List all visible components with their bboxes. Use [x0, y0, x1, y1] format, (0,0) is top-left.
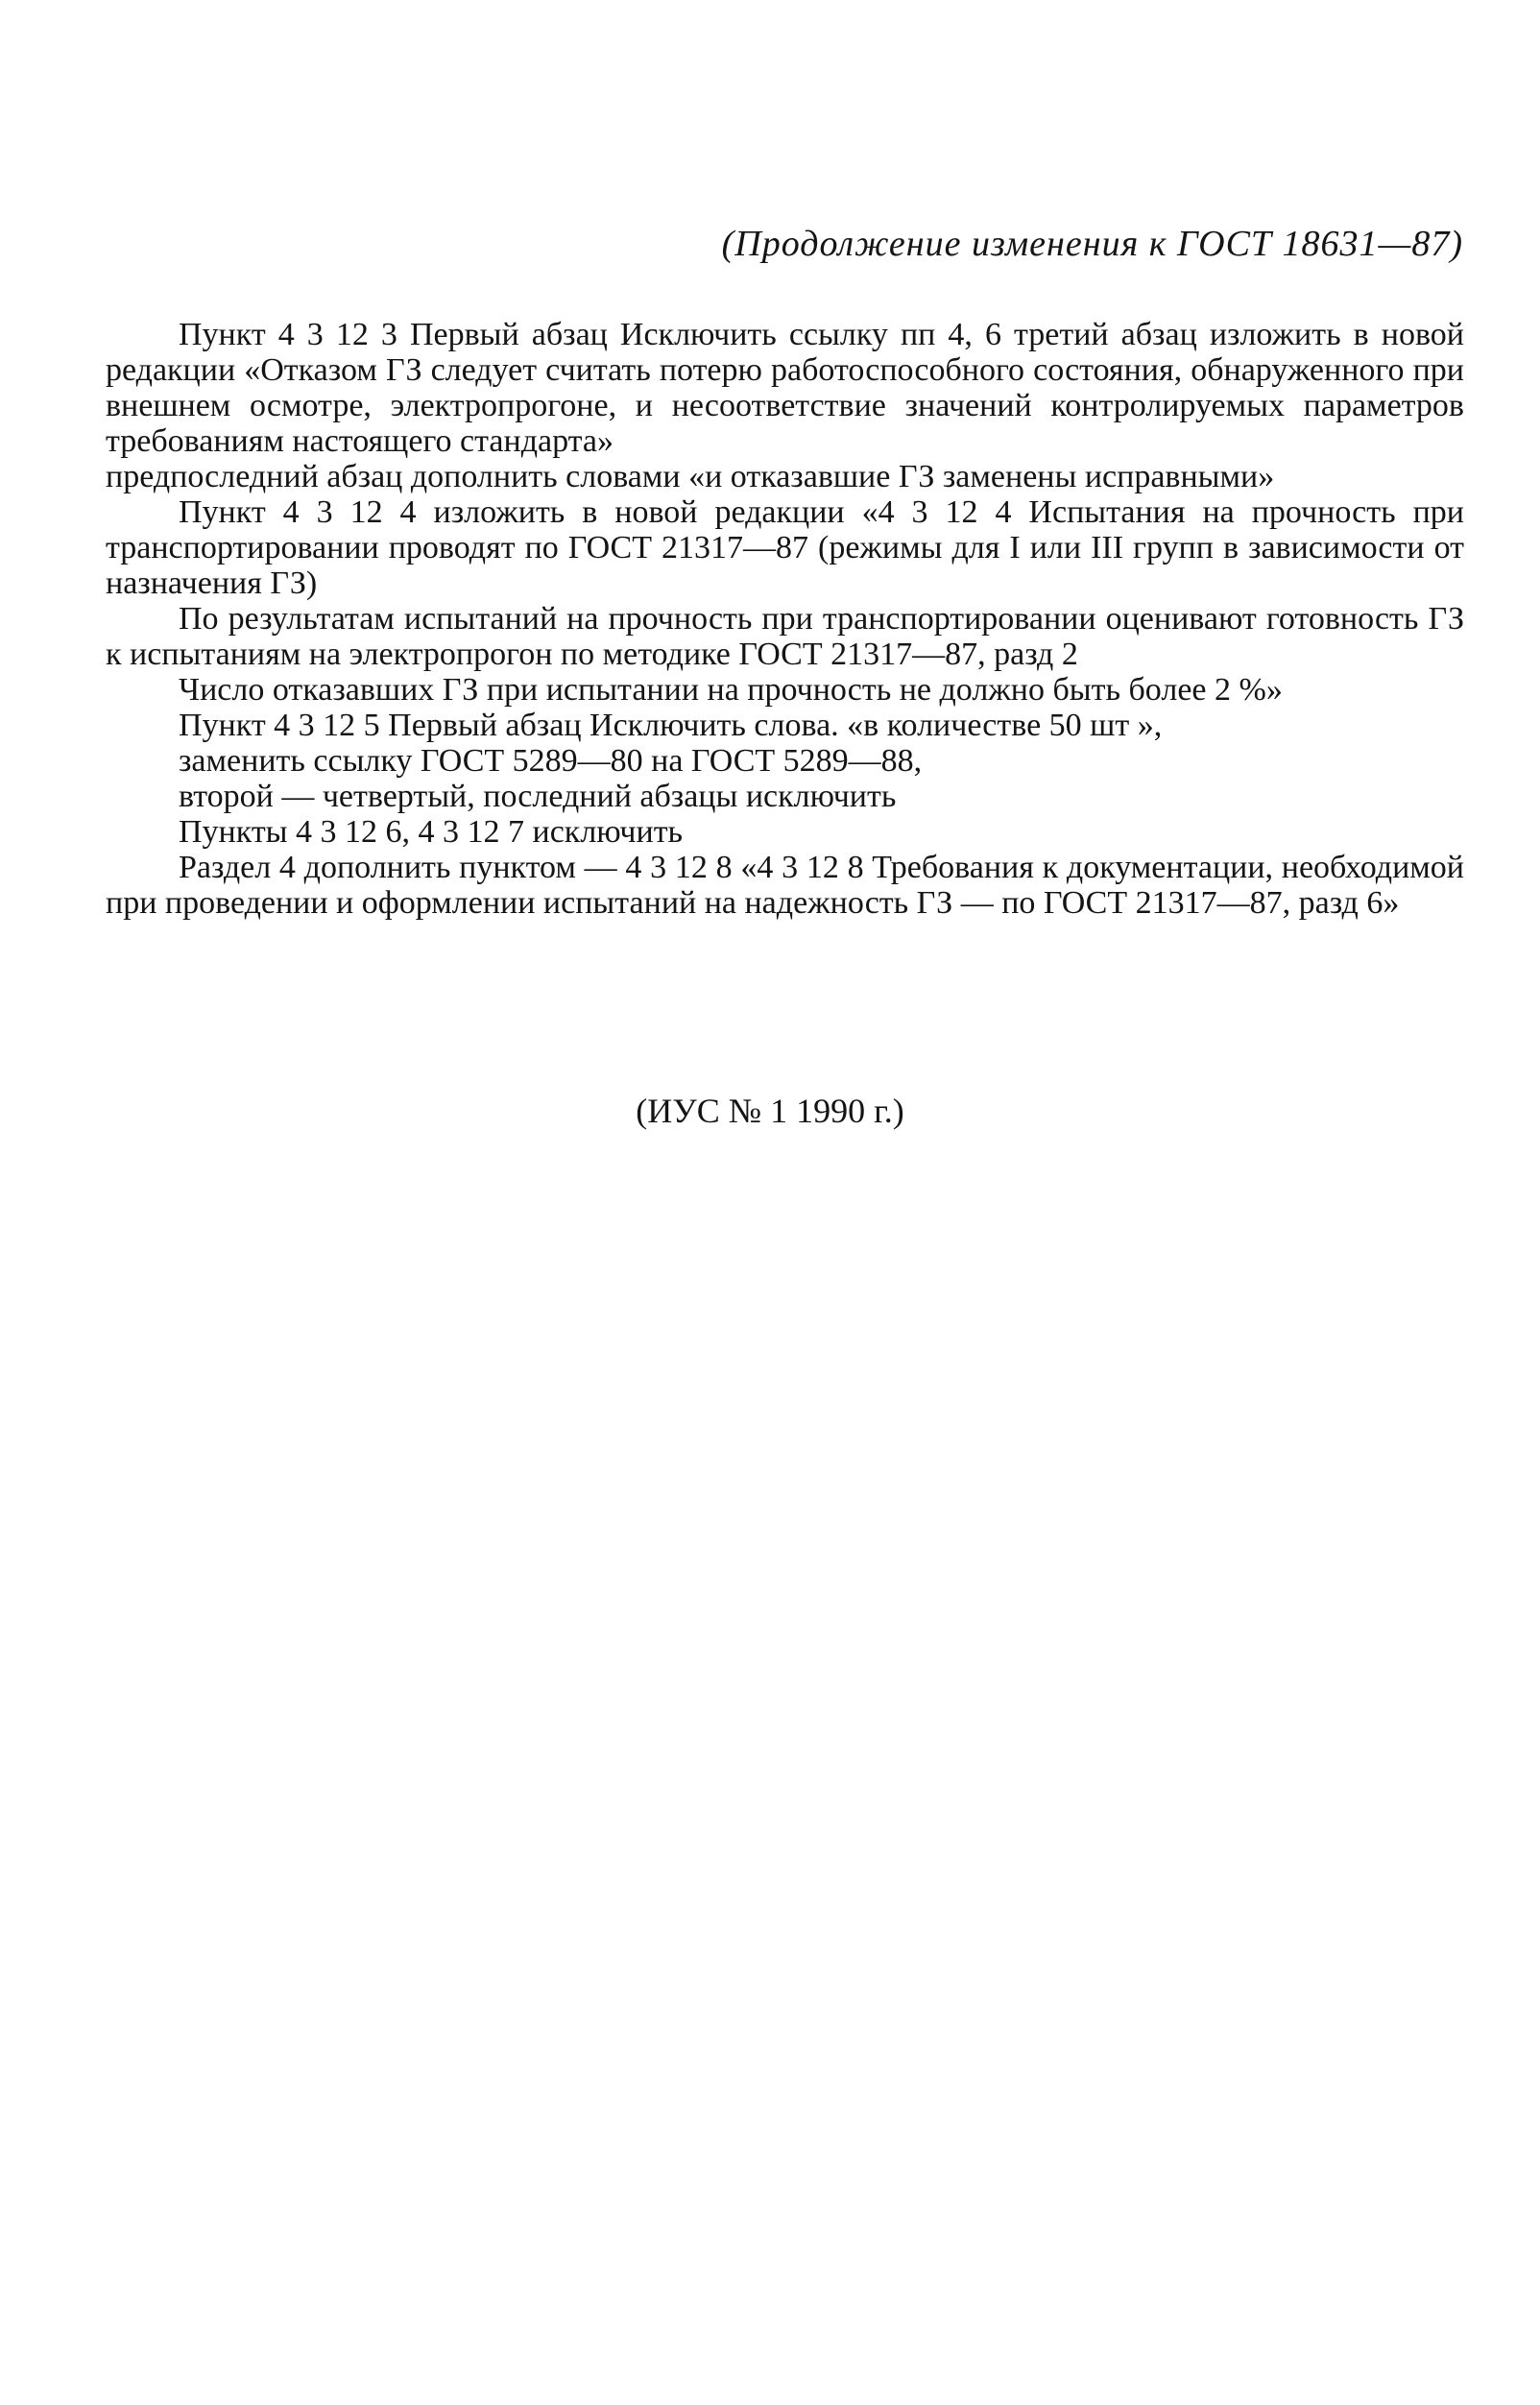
paragraph-4-3-12-8: Раздел 4 дополнить пунктом — 4 3 12 8 «4 3 12 8 Требования к документации, необходимой при проведении и оформлении испытаний на надежность ГЗ — по ГОСТ 21317—87, разд 6» [106, 850, 1464, 921]
paragraph-points-excluded: Пункты 4 3 12 6, 4 3 12 7 исключить [179, 814, 684, 850]
paragraph-remove-paragraphs: второй — четвертый, последний абзацы исключить [179, 779, 897, 814]
paragraph-replace-reference: заменить ссылку ГОСТ 5289—80 на ГОСТ 5289—88, [179, 743, 923, 779]
paragraph-failure-count: Число отказавших ГЗ при испытании на прочность не должно быть более 2 %» [179, 672, 1283, 708]
paragraph-4-3-12-4: Пункт 4 3 12 4 изложить в новой редакции «4 3 12 4 Испытания на прочность при транспортировании проводят по ГОСТ 21317—87 (режимы для I или III групп в зависимости от назначения ГЗ) [106, 494, 1464, 601]
source-footer: (ИУС № 1 1990 г.) [636, 1092, 904, 1130]
amendment-text [106, 317, 1464, 921]
paragraph-test-results: По результатам испытаний на прочность при транспортировании оценивают готовность ГЗ к испытаниям на электропрогон по методике ГОСТ 21317—87, разд 2 [106, 601, 1464, 672]
paragraph-4-3-12-3: Пункт 4 3 12 3 Первый абзац Исключить ссылку пп 4, 6 третий абзац изложить в новой редакции «Отказом ГЗ следует считать потерю работоспособного состояния, обнаруженного при внешнем осмотре, электропрогоне, и несоответствие значений контролируемых параметров требованиям настоящего стандарта» [106, 317, 1464, 459]
continuation-header: (Продолжение изменения к ГОСТ 18631—87) [721, 224, 1463, 264]
paragraph-4-3-12-5: Пункт 4 3 12 5 Первый абзац Исключить слова. «в количестве 50 шт », [179, 708, 1163, 743]
paragraph-penultimate-addition: предпоследний абзац дополнить словами «и отказавшие ГЗ заменены исправными» [106, 459, 1275, 494]
